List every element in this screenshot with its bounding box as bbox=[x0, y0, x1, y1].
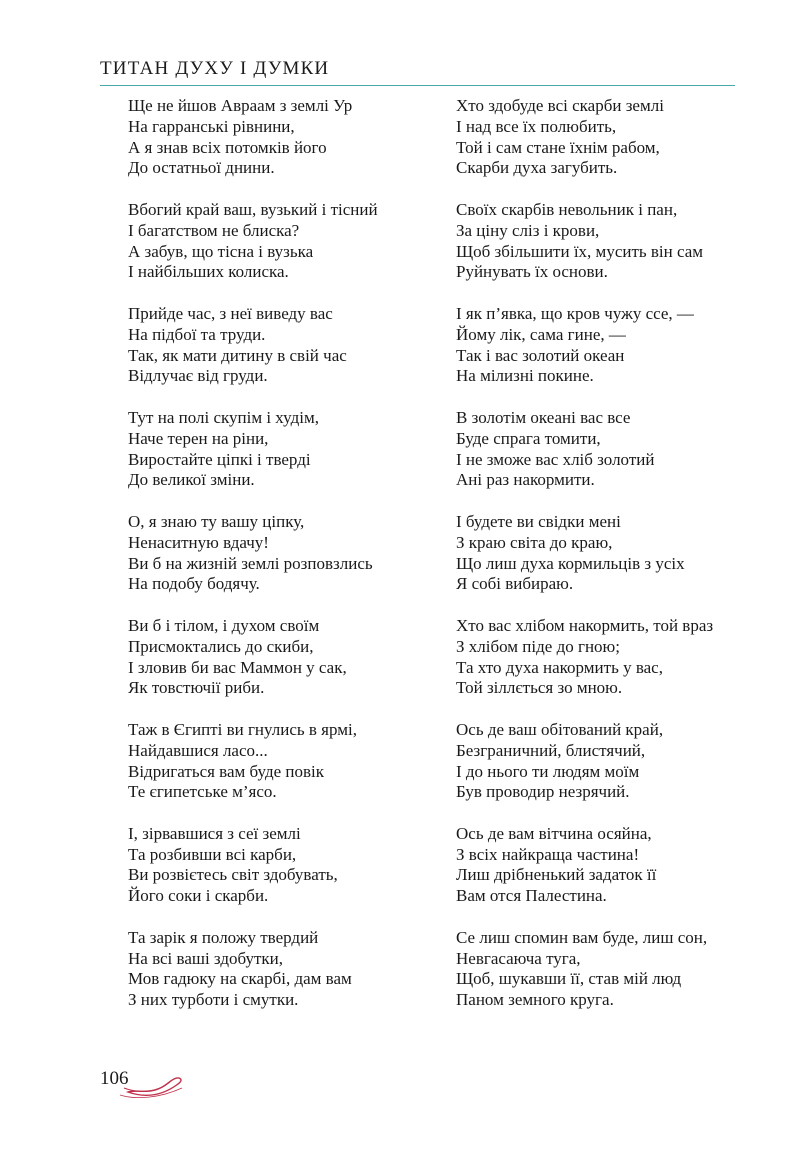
verse-line: Щоб, шукавши її, став мій люд bbox=[456, 969, 682, 989]
verse-line: З всіх найкраща частина! bbox=[456, 844, 640, 864]
verse-line: Хто вас хлібом накормить, той враз bbox=[456, 615, 714, 635]
verse-line: На підбої та труди. bbox=[128, 324, 266, 344]
verse-line: І над все їх полюбить, bbox=[456, 116, 617, 136]
verse-line: За ціну сліз і крови, bbox=[456, 220, 600, 240]
verse-line: До остатньої днини. bbox=[128, 158, 275, 178]
page-number: 106 bbox=[100, 1068, 129, 1089]
verse-line: На мілизні покине. bbox=[456, 366, 594, 386]
stanza bbox=[128, 720, 428, 803]
stanza bbox=[456, 200, 756, 283]
verse-line: В золотім океані вас все bbox=[456, 407, 631, 427]
verse-line: Паном земного круга. bbox=[456, 990, 614, 1010]
verse-line: І, зірвавшися з сеї землі bbox=[128, 823, 301, 843]
verse-line: Те єгипетське м’ясо. bbox=[128, 782, 277, 802]
verse-line: Се лиш спомин вам буде, лиш сон, bbox=[456, 927, 708, 947]
verse-line: Йому лік, сама гине, — bbox=[456, 324, 626, 344]
verse-line: На подобу бодячу. bbox=[128, 574, 260, 594]
verse-line: Ви б і тілом, і духом своїм bbox=[128, 615, 320, 635]
verse-line: Тут на полі скупім і худім, bbox=[128, 407, 319, 427]
verse-line: Та хто духа накормить у вас, bbox=[456, 657, 663, 677]
verse-line: І не зможе вас хліб золотий bbox=[456, 449, 655, 469]
verse-line: Ви розвієтесь світ здобувать, bbox=[128, 865, 338, 885]
verse-line: Скарби духа загубить. bbox=[456, 158, 618, 178]
verse-line: Відлучає від груди. bbox=[128, 366, 268, 386]
poem-column-left bbox=[128, 96, 428, 1032]
stanza bbox=[128, 304, 428, 387]
stanza bbox=[456, 720, 756, 803]
verse-line: Лиш дрібненький задаток її bbox=[456, 865, 657, 885]
verse-line: О, я знаю ту вашу цiпку, bbox=[128, 511, 305, 531]
verse-line: Руйнувать їх основи. bbox=[456, 262, 608, 282]
verse-line: Та зарік я положу твердий bbox=[128, 927, 319, 947]
verse-line: Той зіллється зо мною. bbox=[456, 678, 623, 698]
stanza bbox=[128, 408, 428, 491]
stanza bbox=[456, 928, 756, 1011]
stanza bbox=[128, 512, 428, 595]
verse-line: На гарранські рівнини, bbox=[128, 116, 295, 136]
verse-line: І як п’явка, що кров чужу ссе, — bbox=[456, 303, 694, 323]
stanza bbox=[128, 96, 428, 179]
verse-line: До великої зміни. bbox=[128, 470, 255, 490]
verse-line: Його соки і скарби. bbox=[128, 886, 269, 906]
verse-line: Буде спрага томити, bbox=[456, 428, 601, 448]
verse-line: Той і сам стане їхнім рабом, bbox=[456, 137, 660, 157]
verse-line: І зловив би вас Маммон у сак, bbox=[128, 657, 347, 677]
stanza bbox=[456, 96, 756, 179]
verse-line: На всі ваші здобутки, bbox=[128, 948, 284, 968]
verse-line: Вбогий край ваш, вузький і тісний bbox=[128, 199, 378, 219]
verse-line: Ось де ваш обітований край, bbox=[456, 719, 664, 739]
verse-line: Невгасаюча туга, bbox=[456, 948, 581, 968]
verse-line: Безграничний, блистячий, bbox=[456, 740, 646, 760]
verse-line: Вам отся Палестина. bbox=[456, 886, 607, 906]
verse-line: Наче терен на ріни, bbox=[128, 428, 269, 448]
verse-line: Прийде час, з неї виведу вас bbox=[128, 303, 333, 323]
verse-line: Був проводир незрячий. bbox=[456, 782, 630, 802]
stanza bbox=[128, 200, 428, 283]
verse-line: А забув, що тісна і вузька bbox=[128, 241, 314, 261]
verse-line: Присмоктались до скиби, bbox=[128, 636, 314, 656]
verse-line: Що лиш духа кормильців з усіх bbox=[456, 553, 685, 573]
stanza bbox=[456, 824, 756, 907]
verse-line: Виростайте цiпкі і тверді bbox=[128, 449, 311, 469]
verse-line: І багатством не блиска? bbox=[128, 220, 300, 240]
verse-line: Ще не йшов Авраам з землі Ур bbox=[128, 96, 353, 115]
verse-line: Ось де вам вітчина осяйна, bbox=[456, 823, 652, 843]
stanza bbox=[456, 304, 756, 387]
verse-line: Найдавшися ласо... bbox=[128, 740, 268, 760]
verse-line: З краю світа до краю, bbox=[456, 532, 613, 552]
stanza bbox=[128, 928, 428, 1011]
verse-line: Ви б на жизній землі розповзлись bbox=[128, 553, 373, 573]
verse-line: Своїх скарбів невольник і пан, bbox=[456, 199, 678, 219]
stanza bbox=[128, 824, 428, 907]
verse-line: Так, як мати дитину в свій час bbox=[128, 345, 347, 365]
verse-line: Як товстючії риби. bbox=[128, 678, 265, 698]
verse-line: А я знав всіх потомків його bbox=[128, 137, 327, 157]
verse-line: Щоб збільшити їх, мусить він сам bbox=[456, 241, 704, 261]
verse-line: Відригаться вам буде повік bbox=[128, 761, 325, 781]
verse-line: Хто здобуде всі скарби землі bbox=[456, 96, 664, 115]
header-rule bbox=[100, 85, 735, 86]
verse-line: Ані раз накормити. bbox=[456, 470, 595, 490]
verse-line: Так і вас золотий океан bbox=[456, 345, 625, 365]
verse-line: Мов гадюку на скарбі, дам вам bbox=[128, 969, 352, 989]
verse-line: Таж в Єгипті ви гнулись в ярмі, bbox=[128, 719, 357, 739]
verse-line: З хлібом піде до гною; bbox=[456, 636, 620, 656]
stanza bbox=[456, 616, 756, 699]
running-header-title: ТИТАН ДУХУ І ДУМКИ bbox=[100, 58, 330, 79]
verse-line: Та розбивши всі карби, bbox=[128, 844, 297, 864]
stanza bbox=[128, 616, 428, 699]
verse-line: І до нього ти людям моїм bbox=[456, 761, 640, 781]
verse-line: Я собі вибираю. bbox=[456, 574, 574, 594]
poem-column-right bbox=[456, 96, 756, 1032]
verse-line: І будете ви свідки мені bbox=[456, 511, 621, 531]
stanza bbox=[456, 512, 756, 595]
verse-line: Ненаситную вдачу! bbox=[128, 532, 269, 552]
decorative-flourish-icon bbox=[100, 1070, 190, 1100]
verse-line: І найбільших колиска. bbox=[128, 262, 289, 282]
stanza bbox=[456, 408, 756, 491]
verse-line: З них турботи і смутки. bbox=[128, 990, 299, 1010]
